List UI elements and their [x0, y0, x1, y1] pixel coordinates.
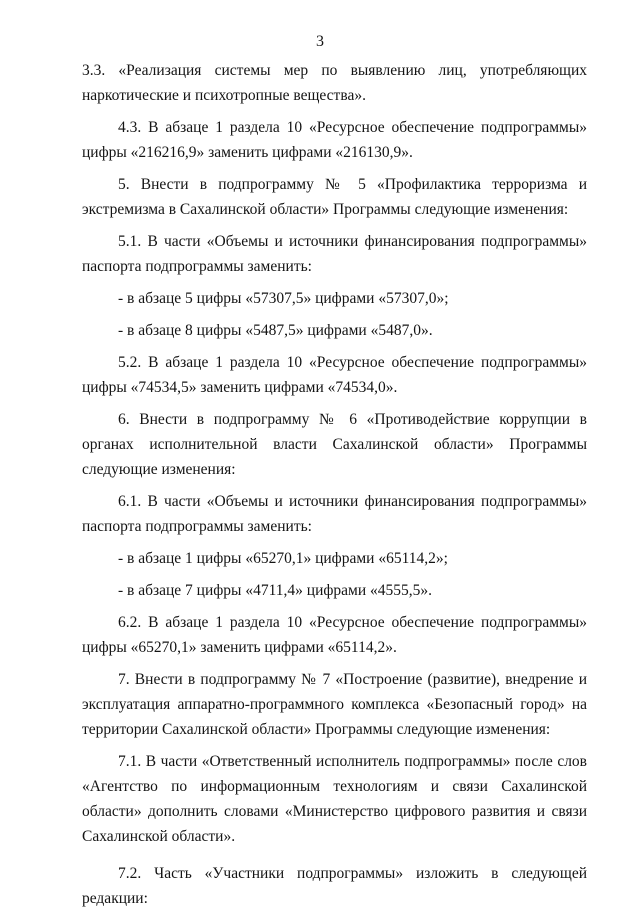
paragraph: 4.3. В абзаце 1 раздела 10 «Ресурсное обеспечение подпрограммы» цифры «216216,9» заменить цифрами «216130,9».: [82, 119, 587, 161]
list-item: - в абзаце 7 цифры «4711,4» цифрами «4555,5».: [118, 582, 433, 599]
paragraph: 5.1. В части «Объемы и источники финансирования подпрограммы» паспорта подпрограммы заменить:: [82, 233, 587, 275]
paragraph: 5.2. В абзаце 1 раздела 10 «Ресурсное обеспечение подпрограммы» цифры «74534,5» заменить цифрами «74534,0».: [82, 354, 587, 396]
list-item: - в абзаце 5 цифры «57307,5» цифрами «57307,0»;: [118, 290, 449, 307]
paragraph: 7.2. Часть «Участники подпрограммы» изложить в следующей редакции:: [82, 865, 587, 907]
list-item: - в абзаце 1 цифры «65270,1» цифрами «65114,2»;: [118, 550, 448, 567]
paragraph: 6.1. В части «Объемы и источники финансирования подпрограммы» паспорта подпрограммы заменить:: [82, 493, 587, 535]
paragraph: 7.1. В части «Ответственный исполнитель подпрограммы» после слов «Агентство по информационным технологиям и связи Сахалинской области» дополнить словами «Министерство цифрового развития и связи Сахалинской области».: [82, 753, 587, 845]
page-number: 3: [316, 33, 324, 50]
paragraph: 7. Внести в подпрограмму № 7 «Построение (развитие), внедрение и эксплуатация аппаратно-программного комплекса «Безопасный город» на территории Сахалинской области» Программы следующие изменения:: [82, 671, 587, 738]
paragraph: 5. Внести в подпрограмму № 5 «Профилактика терроризма и экстремизма в Сахалинской области» Программы следующие изменения:: [82, 176, 587, 218]
document-body: [82, 58, 587, 918]
paragraph: 6. Внести в подпрограмму № 6 «Противодействие коррупции в органах исполнительной власти Сахалинской области» Программы следующие изменения:: [82, 411, 587, 478]
paragraph: 6.2. В абзаце 1 раздела 10 «Ресурсное обеспечение подпрограммы» цифры «65270,1» заменить цифрами «65114,2».: [82, 614, 587, 656]
list-item: - в абзаце 8 цифры «5487,5» цифрами «5487,0».: [118, 322, 433, 339]
paragraph: 3.3. «Реализация системы мер по выявлению лиц, употребляющих наркотические и психотропные вещества».: [82, 62, 587, 104]
